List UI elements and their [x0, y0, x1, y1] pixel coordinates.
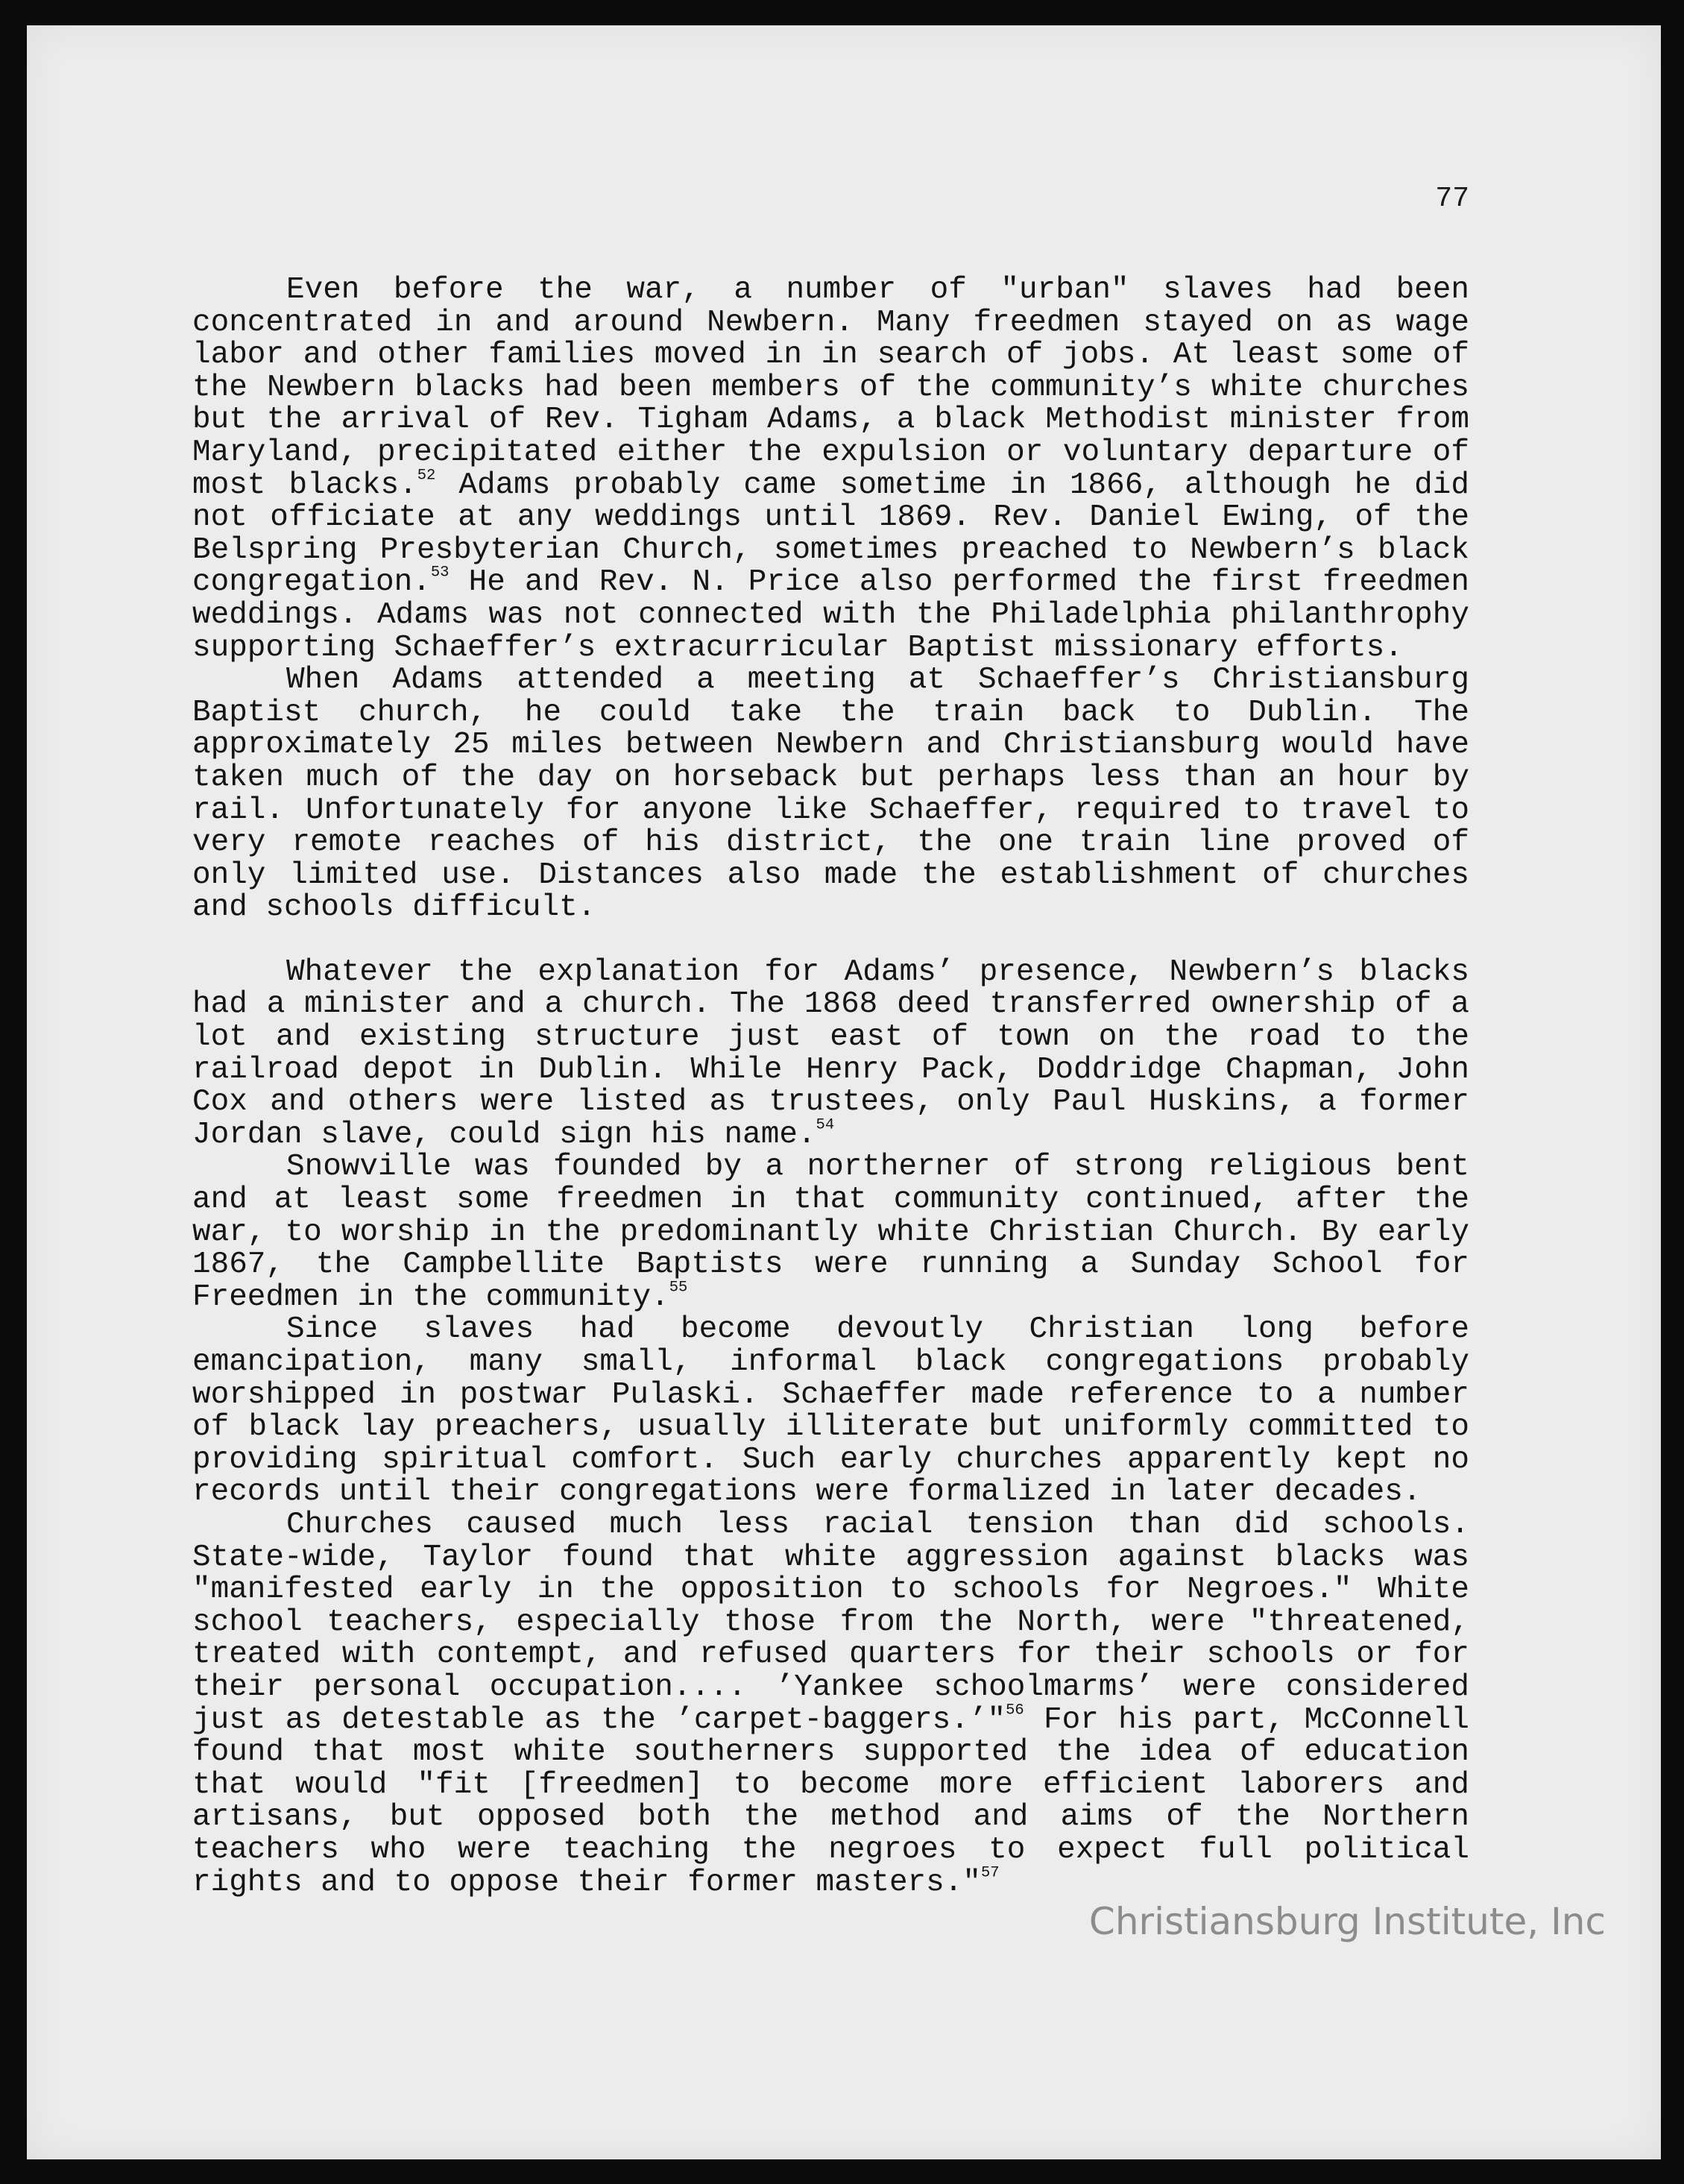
paragraph-3	[192, 954, 1469, 1152]
paragraph-text: Churches caused much less racial tension than did schools. State-wide, Taylor found that white aggression against blacks was "manifested early in the opposition to schools for Negroes." White school teachers, especially those from the North, were "threatened, treated with contempt, and refused quarters for their schools or for their personal occupation.... ’Yankee schoolmarms’ were considered just as detestable as the ’carpet-baggers.’"	[192, 1507, 1469, 1737]
paragraph-2: When Adams attended a meeting at Schaeffer’s Christiansburg Baptist church, he could take the train back to Dublin. The approximately 25 miles between Newbern and Christiansburg would have taken much of the day on horseback but perhaps less than an hour by rail. Unfortunately for anyone like Schaeffer, required to travel to very remote reaches of his district, the one train line proved of only limited use. Distances also made the establishment of churches and schools difficult.	[192, 663, 1469, 925]
paragraph-4	[192, 1151, 1469, 1314]
paragraph-6	[192, 1509, 1469, 1899]
footnote-ref-57: 57	[980, 1864, 1000, 1882]
paragraph-text: He and Rev. N. Price also performed the first freedmen weddings. Adams was not connected with the Philadelphia philanthrophy supporting Schaeffer’s extracurricular Baptist missionary efforts.	[192, 565, 1469, 665]
paragraph-text: Even before the war, a number of "urban" slaves had been concentrated in and around Newbern. Many freedmen stayed on as wage labor and other families moved in in search of jobs. At least some of the Newbern blacks had been members of the community’s white churches but the arrival of Rev. Tigham Adams, a black Methodist minister from Maryland, precipitated either the expulsion or voluntary departure of most blacks.	[192, 273, 1469, 503]
footnote-ref-56: 56	[1006, 1702, 1024, 1719]
paragraph-text: Snowville was founded by a northerner of strong religious bent and at least some freedmen in that community continued, after the war, to worship in the predominantly white Christian Church. By early 1867, the Campbellite Baptists were running a Sunday School for Freedmen in the community.	[192, 1150, 1469, 1315]
paragraph-text: For his part, McConnell found that most white southerners supported the idea of education that would "fit [freedmen] to become more efficient laborers and artisans, but opposed both the method and aims of the Northern teachers who were teaching the negroes to expect full political rights and to oppose their former masters."	[192, 1702, 1470, 1900]
footnote-ref-52: 52	[417, 467, 436, 485]
paragraph-5: Since slaves had become devoutly Christian long before emancipation, many small, informal black congregations probably worshipped in postwar Pulaski. Schaeffer made reference to a number of black lay preachers, usually illiterate but uniformly committed to providing spiritual comfort. Such early churches apparently kept no records until their congregations were formalized in later decades.	[192, 1312, 1469, 1510]
footnote-ref-55: 55	[669, 1279, 688, 1297]
footnote-ref-54: 54	[816, 1116, 835, 1134]
paragraph-text: Whatever the explanation for Adams’ presence, Newbern’s blacks had a minister and a church. The 1868 deed transferred ownership of a lot and existing structure just east of town on the road to the railroad depot in Dublin. While Henry Pack, Doddridge Chapman, John Cox and others were listed as trustees, only Paul Huskins, a former Jordan slave, could sign his name.	[192, 954, 1469, 1152]
paragraph-1	[192, 274, 1469, 664]
paragraph-text: Adams probably came sometime in 1866, although he did not officiate at any weddings until 1869. Rev. Daniel Ewing, of the Belspring Presbyterian Church, sometimes preached to Newbern’s black congregation.	[192, 468, 1469, 600]
watermark: Christiansburg Institute, Inc	[1088, 1900, 1606, 1943]
body-text	[192, 274, 1469, 1899]
footnote-ref-53: 53	[430, 564, 450, 582]
page-number: 77	[1435, 183, 1469, 215]
